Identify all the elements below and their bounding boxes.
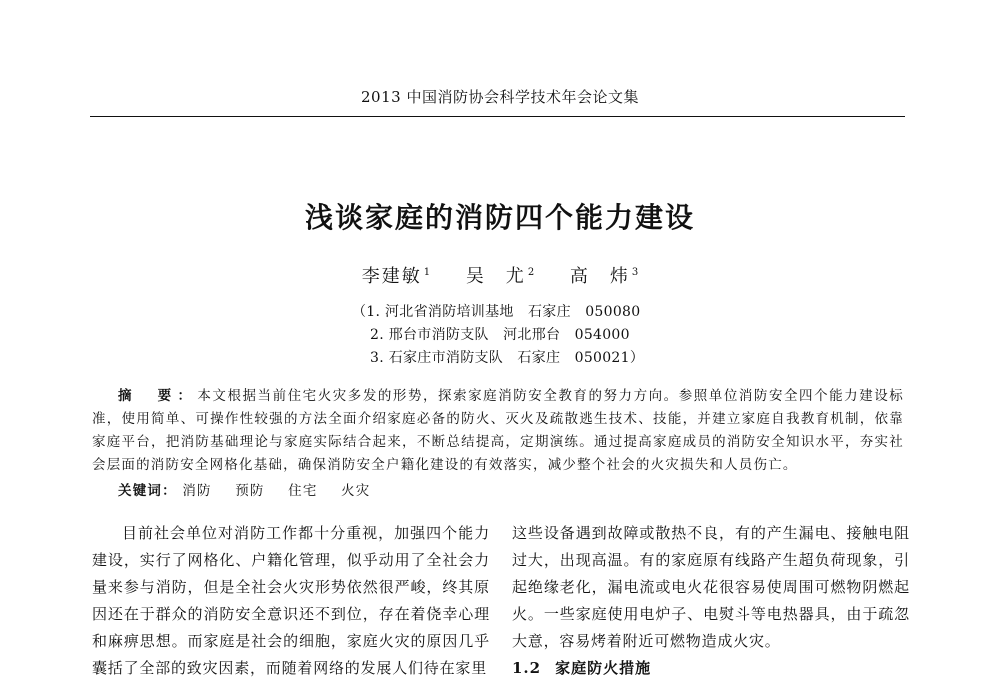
keyword: 预防 bbox=[235, 483, 265, 499]
affiliation-1: （1. 河北省消防培训基地 石家庄 050080 bbox=[352, 304, 641, 320]
section-heading bbox=[512, 655, 910, 682]
abstract-label: 摘 要： bbox=[118, 388, 198, 404]
body-left-column: 目前社会单位对消防工作都十分重视，加强四个能力建设，实行了网格化、户籍化管理，似乎动用了全社会力量来参与消防，但是全社会火灾形势依然很严峻，终其原因还在于群众的消防安全意识还不到位，存在着侥幸心理和麻痹思想。而家庭是社会的细胞，家庭火灾的原因几乎囊括了全部的致灾因素，而随着网络的发展人们待在家里 bbox=[92, 524, 490, 677]
header-rule bbox=[90, 116, 905, 117]
affiliation-3: 3. 石家庄市消防支队 石家庄 050021） bbox=[370, 350, 645, 366]
keyword: 火灾 bbox=[341, 483, 371, 499]
keywords-label: 关键词： bbox=[118, 483, 177, 499]
journal-header: 2013 中国消防协会科学技术年会论文集 bbox=[361, 88, 639, 106]
keywords bbox=[118, 479, 388, 499]
abstract-text: 本文根据当前住宅火灾多发的形势，探索家庭消防安全教育的努力方向。参照单位消防安全四个能力建设标准，使用简单、可操作性较强的方法全面介绍家庭必备的防火、灭火及疏散逃生技术、技能，并建立家庭自我教育机制，依靠家庭平台，把消防基础理论与家庭实际结合起来，不断总结提高，定期演练。通过提高家庭成员的消防安全知识水平，夯实社会层面的消防安全网格化基础，确保消防安全户籍化建设的有效落实，减少整个社会的火灾损失和人员伤亡。 bbox=[92, 388, 904, 473]
keyword: 住宅 bbox=[288, 483, 318, 499]
author-list bbox=[0, 262, 1000, 288]
affiliation-2: 2. 邢台市消防支队 河北邢台 054000 bbox=[370, 327, 630, 343]
body-right-column bbox=[512, 520, 910, 682]
author: 吴 尤 $^2$ bbox=[465, 266, 535, 287]
body-right-paragraph: 这些设备遇到故障或散热不良，有的产生漏电、接触电阻过大，出现高温。有的家庭原有线路产生超负荷现象，引起绝缘老化，漏电流或电火花很容易使周围可燃物阴燃起火。一些家庭使用电炉子、电熨斗等电热器具，由于疏忽大意，容易烤着附近可燃物造成火灾。 bbox=[512, 524, 910, 650]
section-title: 家庭防火措施 bbox=[555, 659, 652, 677]
author: 李建敏 $^1$ bbox=[361, 266, 431, 287]
paper-title: 浅谈家庭的消防四个能力建设 bbox=[304, 201, 695, 234]
abstract bbox=[92, 385, 904, 477]
section-number: 1.2 bbox=[512, 659, 542, 677]
keyword: 消防 bbox=[182, 483, 212, 499]
author: 高 炜 $^3$ bbox=[569, 266, 639, 287]
